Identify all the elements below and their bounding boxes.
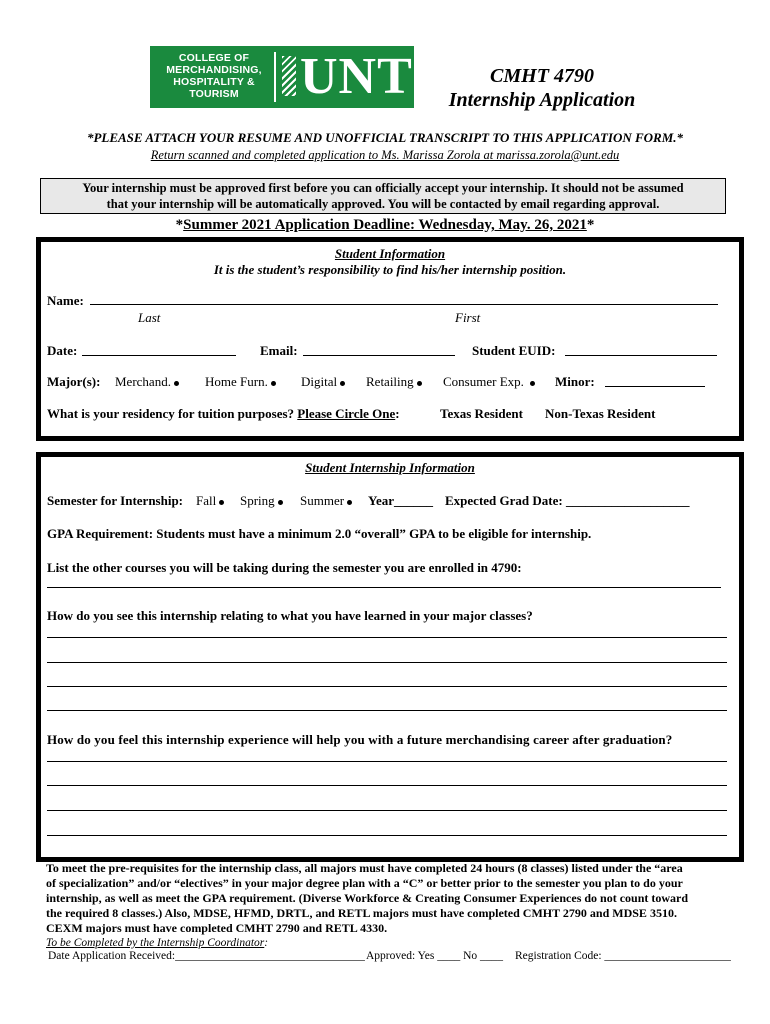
residency-question	[47, 406, 400, 422]
semester-option-label: Fall	[196, 493, 217, 508]
registration-code-field[interactable]: Registration Code: ______________________	[515, 950, 731, 962]
circle-one-label: Please Circle One	[297, 406, 396, 421]
major-label: Home Furn.	[205, 374, 268, 389]
deadline-text: Summer 2021 Application Deadline: Wednesday, May. 26, 2021	[183, 217, 587, 233]
logo-eagle-icon	[282, 56, 296, 96]
major-option-merchandising[interactable]	[115, 374, 179, 390]
minor-field[interactable]	[605, 386, 705, 387]
logo-divider	[274, 52, 276, 102]
major-option-home-furnishings[interactable]	[205, 374, 276, 390]
form-title: Internship Application	[448, 89, 636, 111]
semester-option-label: Summer	[300, 493, 345, 508]
course-code: CMHT 4790	[490, 65, 594, 87]
internship-info-section	[36, 452, 744, 862]
minor-label: Minor:	[555, 374, 595, 389]
prerequisites-line: To meet the pre-requisites for the internship class, all majors must have completed 24 hours (8 classes) listed under the “area	[46, 861, 683, 875]
approval-notice	[40, 178, 726, 214]
date-label: Date:	[47, 343, 78, 358]
course-heading	[420, 64, 664, 112]
non-texas-resident-option[interactable]: Non-Texas Resident	[545, 406, 656, 421]
prerequisites-line: CEXM majors must have completed CMHT 2790 and RETL 4330.	[46, 921, 388, 935]
deadline-star-end: *	[586, 217, 595, 233]
major-label: Merchand.	[115, 374, 171, 389]
semester-option-spring[interactable]	[240, 493, 283, 509]
texas-resident-option[interactable]: Texas Resident	[440, 406, 523, 421]
bullet-icon	[530, 381, 535, 386]
email-field[interactable]	[303, 355, 455, 356]
year-field[interactable]: Year______	[368, 493, 433, 508]
major-label: Digital	[301, 374, 338, 389]
majors-label: Major(s):	[47, 374, 101, 389]
prerequisites-line: internship, as well as meet the GPA requirement. (Diverse Workforce & Creating Consumer Experiences do not count toward	[46, 891, 689, 905]
date-received-field[interactable]: Date Application Received:_________________________________	[48, 950, 365, 962]
major-label: Consumer Exp.	[443, 374, 524, 389]
semester-option-label: Spring	[240, 493, 275, 508]
prerequisites-paragraph	[46, 861, 736, 936]
bullet-icon	[340, 381, 345, 386]
logo-college-text: COLLEGE OF MERCHANDISING, HOSPITALITY & TOURISM	[166, 52, 262, 100]
internship-info-heading: Student Internship Information	[305, 460, 475, 475]
semester-label: Semester for Internship:	[47, 493, 184, 508]
student-info-subheading: It is the student’s responsibility to find his/her internship position.	[213, 262, 567, 277]
prerequisites-line: of specialization” and/or “electives” in your major degree plan with a “C” or better prior to the semester you plan to do your	[46, 876, 683, 890]
future-answer-line[interactable]	[47, 785, 727, 786]
euid-label: Student EUID:	[472, 343, 556, 358]
bullet-icon	[219, 500, 224, 505]
bullet-icon	[347, 500, 352, 505]
bullet-icon	[174, 381, 179, 386]
residency-question-text: What is your residency for tuition purposes?	[47, 406, 295, 421]
unt-logo	[150, 46, 414, 108]
first-name-caption: First	[455, 310, 481, 325]
notice-line-1: Your internship must be approved first before you can officially accept your internship. It should not be assumed	[82, 181, 684, 195]
expected-grad-date-field[interactable]: Expected Grad Date: ___________________	[445, 493, 690, 508]
bullet-icon	[417, 381, 422, 386]
return-instruction: Return scanned and completed application to Ms. Marissa Zorola at marissa.zorola@unt.edu	[150, 148, 620, 162]
major-option-consumer-experience[interactable]	[443, 374, 535, 390]
approved-field[interactable]: Approved: Yes ____ No ____	[366, 950, 504, 962]
major-option-digital[interactable]	[301, 374, 345, 390]
name-field[interactable]	[90, 304, 718, 305]
attach-instruction: *PLEASE ATTACH YOUR RESUME AND UNOFFICIAL TRANSCRIPT TO THIS APPLICATION FORM.*	[86, 130, 684, 145]
deadline	[0, 216, 770, 234]
relate-question: How do you see this internship relating to what you have learned in your major classes?	[47, 608, 533, 623]
euid-field[interactable]	[565, 355, 717, 356]
major-option-retailing[interactable]	[366, 374, 422, 390]
bullet-icon	[278, 500, 283, 505]
bullet-icon	[271, 381, 276, 386]
prerequisites-line: the required 8 classes.) Also, MDSE, HFMD, DRTL, and RETL majors must have completed CMHT 2790 and MDSE 3510.	[46, 906, 677, 920]
logo-unt-text: UNT	[300, 48, 413, 105]
future-answer-line[interactable]	[47, 835, 727, 836]
deadline-star: *	[175, 217, 184, 233]
last-name-caption: Last	[138, 310, 161, 325]
name-label: Name:	[47, 293, 84, 308]
coordinator-heading-text: To be Completed by the Internship Coordinator	[46, 937, 265, 949]
courses-answer-line[interactable]	[47, 587, 721, 588]
relate-answer-line[interactable]	[47, 662, 727, 663]
coordinator-heading-colon: :	[264, 937, 269, 949]
notice-line-2: that your internship will be automatically approved. You will be contacted by email regarding approval.	[106, 197, 660, 211]
semester-option-fall[interactable]	[196, 493, 224, 509]
residency-colon: :	[395, 406, 400, 421]
student-info-heading: Student Information	[334, 246, 446, 261]
gpa-requirement: GPA Requirement: Students must have a minimum 2.0 “overall” GPA to be eligible for internship.	[47, 526, 592, 541]
future-answer-line[interactable]	[47, 810, 727, 811]
relate-answer-line[interactable]	[47, 637, 727, 638]
relate-answer-line[interactable]	[47, 686, 727, 687]
relate-answer-line[interactable]	[47, 710, 727, 711]
email-label: Email:	[260, 343, 298, 358]
future-question: How do you feel this internship experience will help you with a future merchandising career after graduation?	[47, 732, 673, 747]
major-label: Retailing	[366, 374, 414, 389]
future-answer-line[interactable]	[47, 761, 727, 762]
courses-question: List the other courses you will be taking during the semester you are enrolled in 4790:	[47, 560, 522, 575]
date-field[interactable]	[82, 355, 236, 356]
semester-option-summer[interactable]	[300, 493, 352, 509]
